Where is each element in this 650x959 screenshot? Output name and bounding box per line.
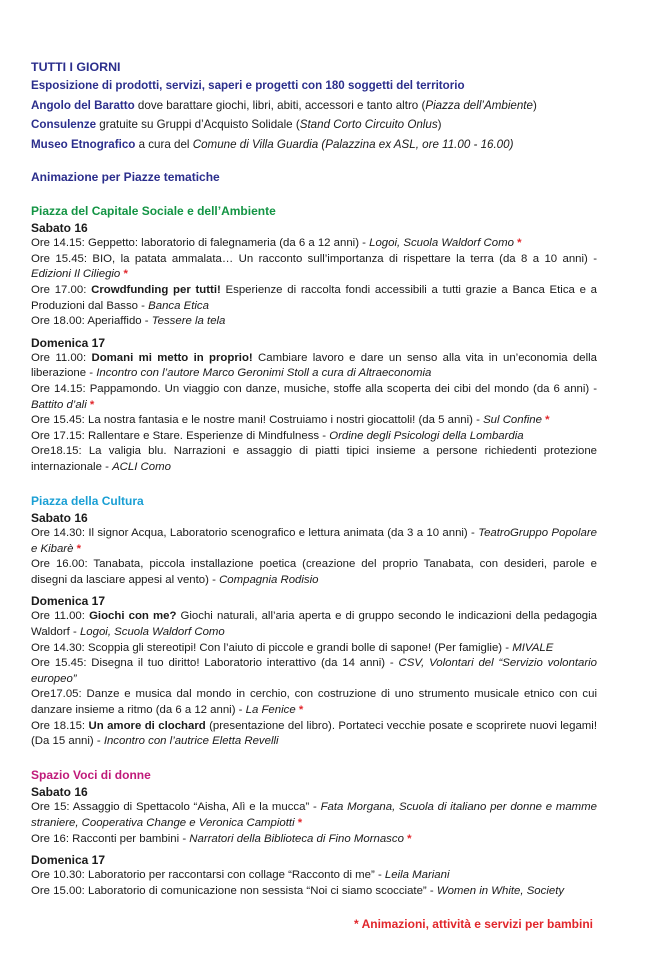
event-pre: Ore18.15: La valigia blu. Narrazioni e assaggio di piatti tipici insieme a persone richiedenti protezione internazionale - xyxy=(31,445,597,473)
event-bold: Giochi con me? xyxy=(89,610,177,623)
event-pre: Ore 14.15: Geppetto: laboratorio di falegnameria (da 6 a 12 anni) - xyxy=(31,237,370,250)
event-item xyxy=(31,314,597,330)
event-item xyxy=(31,868,597,884)
event-bold: Domani mi metto in proprio! xyxy=(91,351,253,364)
program-content xyxy=(31,59,597,899)
event-item xyxy=(31,557,597,588)
kids-star-icon: * xyxy=(76,542,82,555)
sections-container xyxy=(31,204,597,900)
event-ital: MIVALE xyxy=(512,641,554,654)
event-ital: Incontro con l’autrice Eletta Revelli xyxy=(103,735,279,748)
event-pre: Ore 14.30: Il signor Acqua, Laboratorio scenografico e lettura animata (da 3 a 10 anni) - xyxy=(31,527,479,540)
event-pre: Ore 15.45: BIO, la patata ammalata… Un racconto sull’importanza di rispettare la terra (da 8 a 10 anni) - xyxy=(31,252,597,265)
event-mid: Giochi naturali, all’aria aperta e di gruppo secondo le indicazioni della pedagogia Waldorf - xyxy=(31,610,597,639)
event-pre: Ore 15.00: Laboratorio di comunicazione non sessista “Noi ci siamo scocciate” - xyxy=(31,884,437,897)
event-ital: Sul Confine xyxy=(483,414,542,427)
daily-heading: TUTTI I GIORNI xyxy=(31,60,121,74)
kids-star-icon: * xyxy=(545,414,550,427)
consulting-line: Consulenze gratuite su Gruppi d’Acquisto Solidale (Stand Corto Circuito Onlus) xyxy=(31,118,442,131)
event-bold: Un amore di clochard xyxy=(88,719,206,732)
event-ital: Logoi, Scuola Waldorf Como xyxy=(369,237,514,250)
event-pre: Ore 15: Assaggio di Spettacolo “Aisha, Alì e la mucca” - xyxy=(31,801,321,814)
event-item xyxy=(31,526,597,557)
event-ital: Incontro con l’autore Marco Geronimi Stoll a cura di Altraeconomia xyxy=(96,367,432,380)
event-pre: Ore 17.00: xyxy=(31,283,92,296)
event-item xyxy=(31,283,597,314)
event-pre: Ore17.05: Danze e musica dal mondo in cerchio, con costruzione di uno strumento musicale etnico con cui danzare insieme a ritmo (da 6 a 12 anni) - xyxy=(31,688,597,717)
event-item xyxy=(31,800,597,831)
daily-info xyxy=(31,76,597,154)
museum-line: Museo Etnografico a cura del Comune di Villa Guardia (Palazzina ex ASL, ore 11.00 - 16.00) xyxy=(31,137,514,151)
event-bold: Crowdfunding per tutti! xyxy=(91,283,221,296)
kids-star-icon: * xyxy=(297,817,303,829)
event-ital: Battito d’ali xyxy=(31,398,87,411)
event-item xyxy=(31,413,597,429)
event-item xyxy=(31,252,597,283)
event-ital: Ordine degli Psicologi della Lombardia xyxy=(329,429,524,442)
event-pre: Ore 18.00: Aperiaffido - xyxy=(31,315,152,328)
event-item xyxy=(31,609,597,640)
event-pre: Ore 17.15: Rallentare e Stare. Esperienze di Mindfulness - xyxy=(31,429,330,442)
event-item xyxy=(31,884,597,900)
event-ital: Tessere la tela xyxy=(151,315,226,328)
event-item xyxy=(31,687,597,718)
event-item xyxy=(31,832,597,848)
event-mid: Esperienze di raccolta fondi accessibili a tutti grazie a Banca Etica e a Produzioni dal Basso - xyxy=(31,283,597,312)
section-title: Spazio Voci di donne xyxy=(31,767,151,782)
event-ital: Edizioni Il Ciliegio xyxy=(31,268,121,281)
kids-star-icon: * xyxy=(123,268,128,281)
event-ital: ACLI Como xyxy=(112,460,171,473)
day-heading: Sabato 16 xyxy=(31,785,88,800)
event-ital: Banca Etica xyxy=(148,299,209,312)
event-mid: Cambiare lavoro e dare un senso alla vita in un’economia della liberazione - xyxy=(31,351,598,380)
event-pre: Ore 11.00: xyxy=(31,610,90,623)
event-ital: Compagnia Rodisio xyxy=(219,573,319,586)
event-item xyxy=(31,236,597,252)
barter-line: Angolo del Baratto dove barattare giochi, libri, abiti, accessori e tanto altro (Piazza dell’Ambiente) xyxy=(31,98,537,112)
event-mid: (presentazione del libro). Portateci vecchie posate e scoprirete nuovi legami! (Da 15 anni) - xyxy=(31,719,597,748)
event-ital: Logoi, Scuola Waldorf Como xyxy=(79,626,225,639)
day-heading: Sabato 16 xyxy=(31,511,88,526)
kids-star-icon: * xyxy=(298,704,304,717)
kids-star-icon: * xyxy=(407,832,412,845)
day-heading: Sabato 16 xyxy=(31,221,88,236)
event-pre: Ore 14.30: Scoppia gli stereotipi! Con l’aiuto di piccole e grandi bolle di sapone! (Per famiglie) - xyxy=(31,641,513,654)
day-heading: Domenica 17 xyxy=(31,335,106,350)
section-title: Piazza del Capitale Sociale e dell’Ambiente xyxy=(31,203,276,218)
event-pre: Ore 15.45: Disegna il tuo diritto! Laboratorio interattivo (da 14 anni) - xyxy=(31,657,399,670)
event-pre: Ore 16: Racconti per bambini - xyxy=(31,832,190,845)
event-pre: Ore 16.00: Tanabata, piccola installazione poetica (creazione del proprio Tanabata, con desideri, parole e disegni da lasciare appesi al vento) - xyxy=(31,558,597,586)
event-pre: Ore 18.15: xyxy=(31,719,89,732)
event-ital: Fata Morgana, Scuola di italiano per donne e mamme straniere, Cooperativa Change e Veronica Campiotti xyxy=(31,801,597,829)
section-title: Piazza della Cultura xyxy=(31,493,144,508)
event-ital: Narratori della Biblioteca di Fino Mornasco xyxy=(189,832,404,845)
event-pre: Ore 11.00: xyxy=(31,351,92,364)
event-ital: CSV, Volontari del “Servizio volontario europeo” xyxy=(31,657,597,685)
children-legend: * Animazioni, attività e servizi per bambini xyxy=(354,917,593,931)
event-item xyxy=(31,656,597,687)
event-pre: Ore 14.15: Pappamondo. Un viaggio con danze, musiche, stoffe alla scoperta dei cibi del mondo (da 6 anni) - xyxy=(31,382,597,395)
event-item xyxy=(31,444,597,475)
event-item xyxy=(31,641,597,657)
day-heading: Domenica 17 xyxy=(31,594,106,609)
exhibition-line: Esposizione di prodotti, servizi, saperi e progetti con 180 soggetti del territorio xyxy=(31,79,465,92)
event-pre: Ore 15.45: La nostra fantasia e le nostre mani! Costruiamo i nostri giocattoli! (da 5 anni) - xyxy=(31,414,484,427)
event-item xyxy=(31,382,597,413)
kids-star-icon: * xyxy=(89,398,95,411)
kids-star-icon: * xyxy=(517,237,522,250)
day-heading: Domenica 17 xyxy=(31,853,106,868)
event-pre: Ore 10.30: Laboratorio per raccontarsi con collage “Racconto di me” - xyxy=(31,869,385,882)
animation-heading: Animazione per Piazze tematiche xyxy=(31,170,220,184)
event-ital: La Fenice xyxy=(245,704,296,717)
event-ital: Women in White, Society xyxy=(436,884,565,897)
event-ital: TeatroGruppo Popolare e Kibarè xyxy=(31,527,597,555)
event-item xyxy=(31,719,597,750)
event-item xyxy=(31,429,597,445)
event-ital: Leila Mariani xyxy=(384,869,450,882)
event-item xyxy=(31,351,597,382)
